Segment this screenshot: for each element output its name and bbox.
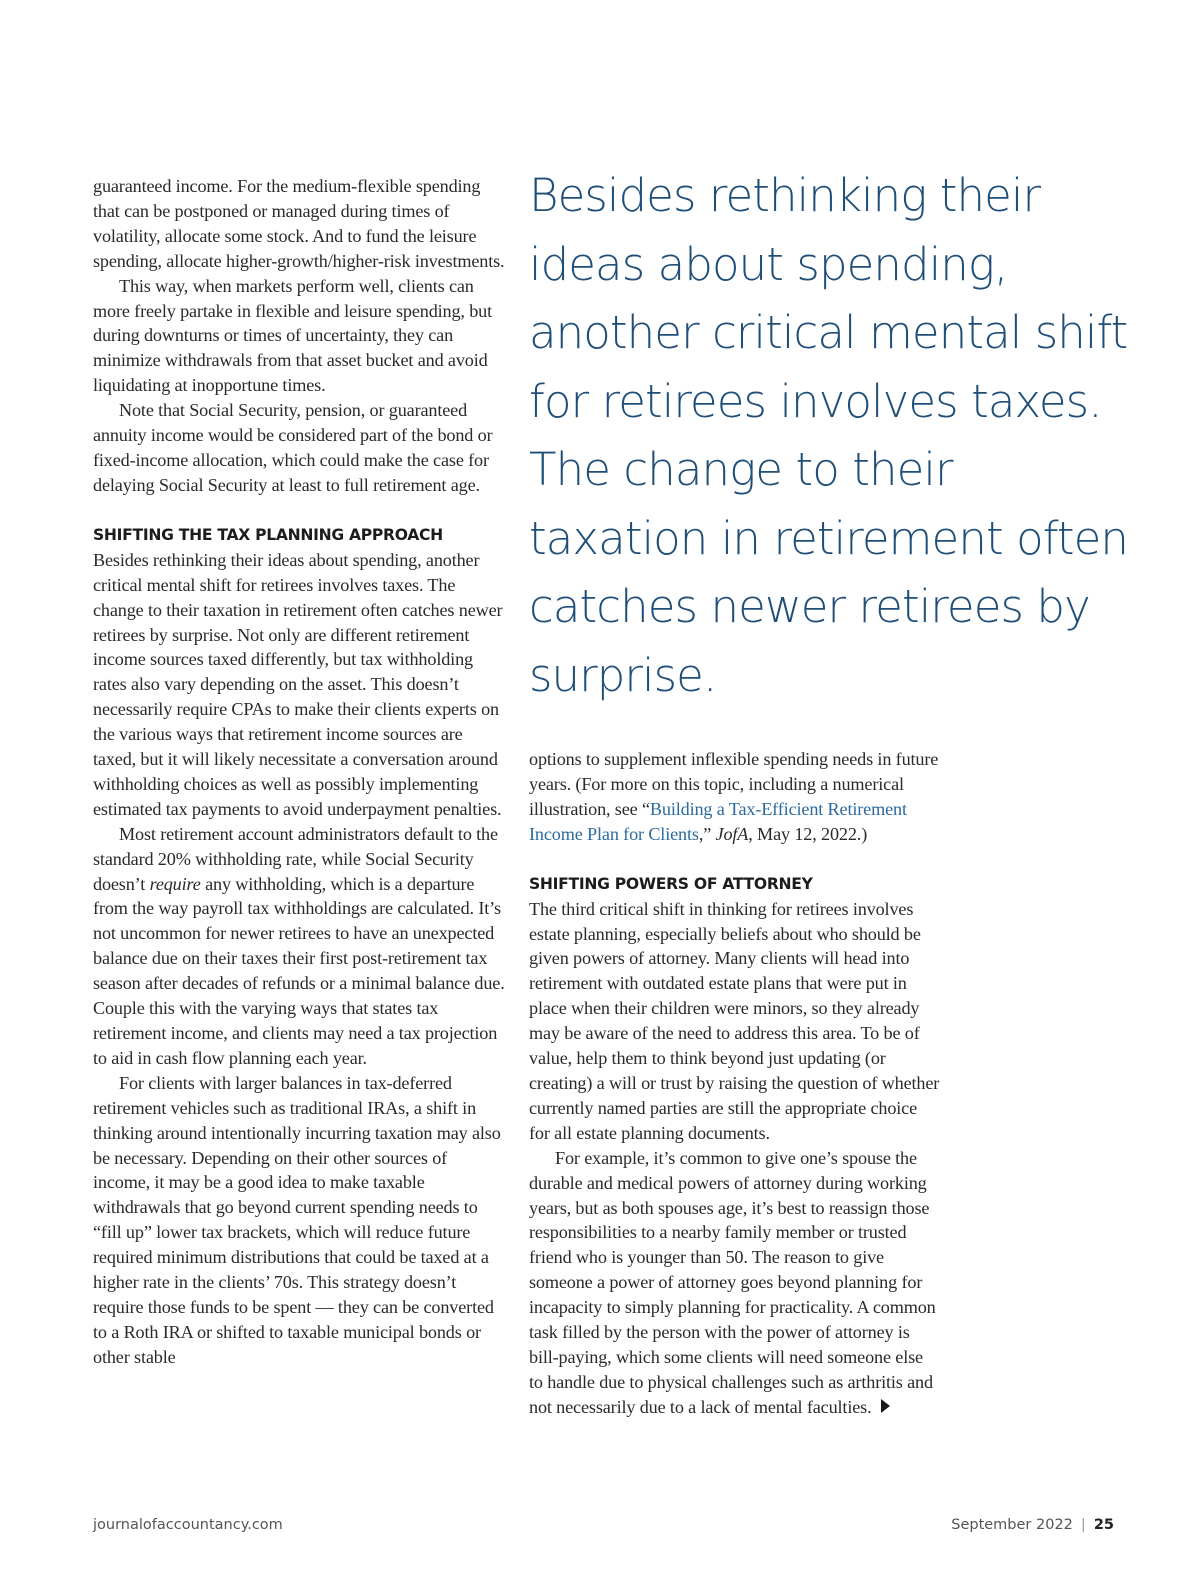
text-run: options to supplement inflexible spending needs in future years. (For more on this topic, including a numerical illustration, see “ [529,749,939,819]
publication-name: JofA [715,823,749,844]
body-paragraph: Besides rethinking their ideas about spending, another critical mental shift for retirees involves taxes. The change to their taxation in retirement often catches newer retirees by surprise. Not only are different retirement income sources taxed differently, but tax withholding rates also vary depending on the asset. This doesn’t necessarily require CPAs to make their clients experts on the various ways that retirement income sources are taxed, but it will likely necessitate a conversation around withholding choices as well as possibly implementing estimated tax payments to avoid underpayment penalties. [93,549,503,819]
section-heading-tax: SHIFTING THE TAX PLANNING APPROACH [93,525,443,544]
text-run: any withholding, which is a departure from the way payroll tax withholdings are calculated. It’s not uncommon for newer retirees to have an unexpected balance due on their taxes their first post-retirement tax season after decades of refunds or a minimal balance due. Couple this with the varying ways that states tax retirement income, and clients may need a tax projection to aid in cash flow planning each year. [93,873,505,1068]
article-link[interactable]: Building a Tax-Efficient Retirement Income Plan for Clients [529,798,907,844]
page-number: 25 [1093,1517,1114,1533]
body-paragraph [529,1146,941,1420]
footer-separator: | [1080,1517,1086,1533]
footer-page-info [951,1517,1114,1533]
body-paragraph: This way, when markets perform well, clients can more freely partake in flexible and leisure spending, but during downturns or times of uncertainty, they can minimize withdrawals from that asset bucket and avoid liquidating at inopportune times. [93,275,493,396]
emphasis-text: require [149,873,201,894]
footer-website[interactable]: journalofaccountancy.com [93,1517,283,1533]
pull-quote: Besides rethinking their ideas about spending, another critical mental shift for retirees involves taxes. The change to their taxation in retirement often catches newer retirees by surprise. [529,169,1129,702]
body-paragraph: The third critical shift in thinking for retirees involves estate planning, especially beliefs about who should be given powers of attorney. Many clients will head into retirement with outdated estate plans that were put in place when their children were minors, so they already may be aware of the need to address this area. To be of value, help them to think beyond just updating (or creating) a will or trust by raising the question of whether currently named parties are still the appropriate choice for all estate planning documents. [529,898,940,1143]
right-column [529,747,941,1420]
text-run: Most retirement account administrators default to the standard 20% withholding rate, while Social Security doesn’t [93,823,498,894]
text-run: , May 12, 2022.) [748,823,868,844]
text-run: For example, it’s common to give one’s spouse the durable and medical powers of attorney during working years, but as both spouses age, it’s best to reassign those responsibilities to a nearby family member or trusted friend who is younger than 50. The reason to give someone a power of attorney goes beyond planning for incapacity to simply planning for practicality. A common task filled by the person with the power of attorney is bill-paying, which some clients will need someone else to handle due to physical challenges such as arthritis and not necessarily due to a lack of mental faculties. [529,1147,936,1417]
body-paragraph: guaranteed income. For the medium-flexible spending that can be postponed or managed during times of volatility, allocate some stock. And to fund the leisure spending, allocate higher-growth/higher-risk investments. [93,176,505,271]
left-column [93,174,505,1370]
footer-date: September 2022 [951,1517,1073,1533]
continue-triangle-icon [881,1399,890,1413]
body-paragraph: Note that Social Security, pension, or guaranteed annuity income would be considered part of the bond or fixed-income allocation, which could make the case for delaying Social Security at least to full retirement age. [93,400,493,495]
body-paragraph: For clients with larger balances in tax-deferred retirement vehicles such as traditional IRAs, a shift in thinking around intentionally incurring taxation may also be necessary. Depending on their other sources of income, it may be a good idea to make taxable withdrawals that go beyond current spending needs to “fill up” lower tax brackets, which will reduce future required minimum distributions that could be taxed at a higher rate in the clients’ 70s. This strategy doesn’t require those funds to be spent — they can be converted to a Roth IRA or shifted to taxable municipal bonds or other stable [93,1072,501,1367]
body-paragraph [93,822,505,1071]
text-run: ,” [698,823,716,844]
body-paragraph [529,747,941,847]
section-heading-poa: SHIFTING POWERS OF ATTORNEY [529,874,813,893]
